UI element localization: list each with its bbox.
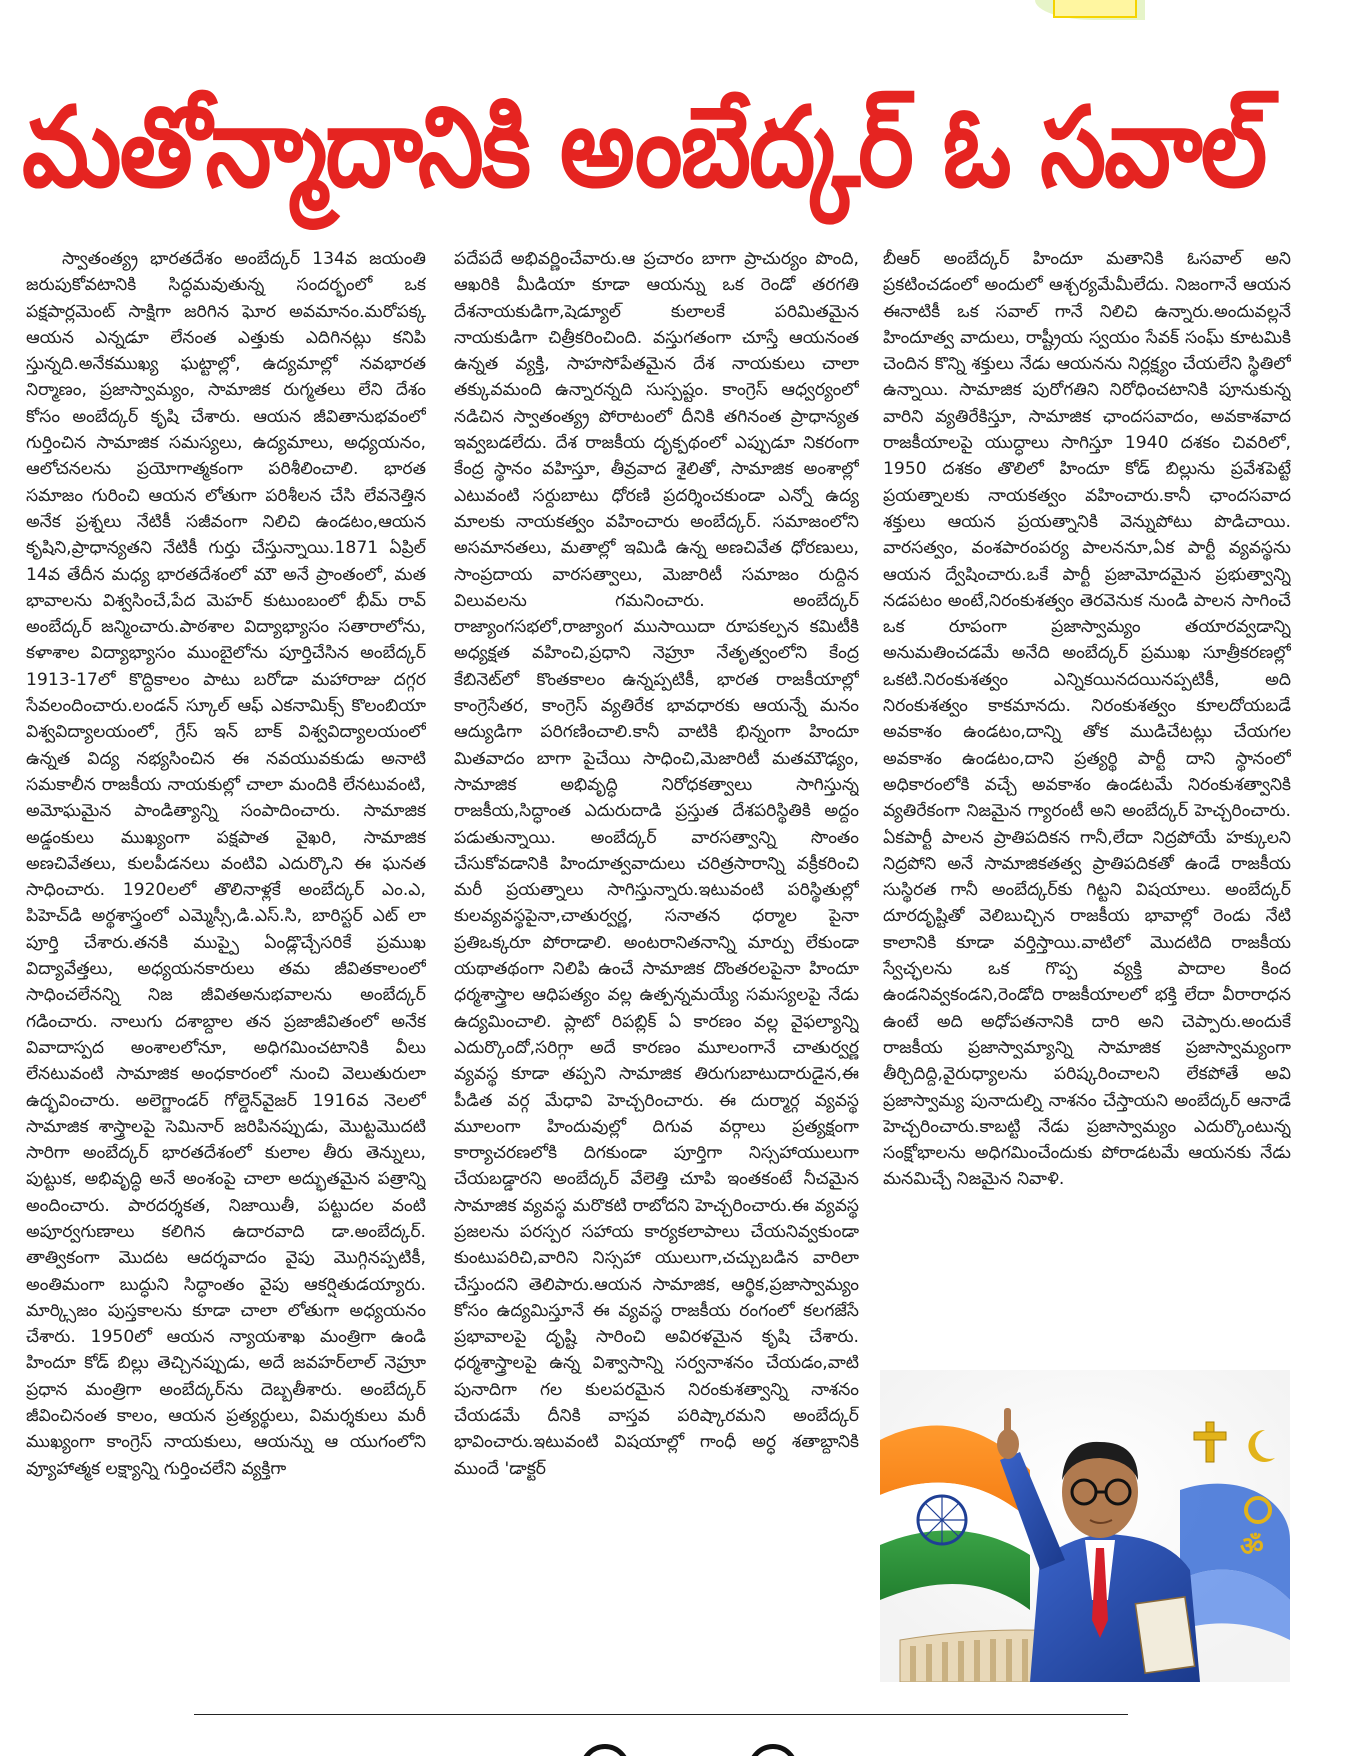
ambedkar-illustration (880, 1370, 1290, 1682)
next-page-fragment (0, 1738, 1355, 1756)
headline-text: మతోన్మాదానికి అంబేద్కర్ ఓ సవాల్ (22, 84, 1266, 214)
svg-text:ॐ: ॐ (1240, 1532, 1264, 1562)
partial-letter-icon (580, 1744, 630, 1756)
partial-letter-icon (748, 1744, 798, 1756)
article-column-1-text: స్వాతంత్య్ర భారతదేశం అంబేద్కర్ 134వ జయంతి జరుపుకోవటానికి సిద్ధమవుతున్న సందర్భంలో ఒక పక్షపార్లమెంట్ సాక్షిగా జరిగిన ఘోర అవమానం.మరోపక్క ఆయన ఎన్నడూ లేనంత ఎత్తుకు ఎదిగినట్లు కనిపి స్తున్నది.అనేకముఖ్య ఘట్టాల్లో, ఉద్యమాల్లో నవభారత నిర్మాణం, ప్రజాస్వామ్యం, సామాజిక రుగ్మతలు లేని దేశం కోసం అంబేద్కర్ కృషి చేశారు. ఆయన జీవితానుభవంలో గుర్తించిన సామాజిక సమస్యలు, ఉద్యమాలు, అధ్యయనం, ఆలోచనలను ప్రయోగాత్మకంగా పరిశీలించాలి. భారత సమాజం గురించి ఆయన లోతుగా పరిశీలన చేసి లేవనెత్తిన అనేక ప్రశ్నలు నేటికీ సజీవంగా నిలిచి ఉండటం,ఆయన కృషిని,ప్రాధాన్యతని నేటికీ గుర్తు చేస్తున్నాయి.1871 ఏప్రిల్ 14వ తేదీన మధ్య భారతదేశంలో మౌ అనే ప్రాంతంలో, మత భావాలను విశ్వసించే,పేద మెహర్ కుటుంబంలో భీమ్ రావ్ అంబేద్కర్ జన్మించారు.పాఠశాల విద్యాభ్యాసం సతారాలోను, కళాశాల విద్యాభ్యాసం ముంబైలోను పూర్తిచేసిన అంబేద్కర్ 1913-17లో కొద్దికాలం పాటు బరోడా మహారాజు దగ్గర సేవలందించారు.లండన్ స్కూల్ ఆఫ్ ఎకనామిక్స్ కొలంబియా విశ్వవిద్యాలయంలో, గ్రేస్ ఇన్ బాక్ విశ్వవిద్యాలయంలో ఉన్నత విద్య నభ్యసించిన ఈ నవయువకుడు అనాటి సమకాలీన రాజకీయ నాయకుల్లో చాలా మందికి లేనటువంటి, అమోఘమైన పాండిత్యాన్ని సంపాదించారు. సామాజిక అడ్డంకులు ముఖ్యంగా పక్షపాత వైఖరి, సామాజిక అణచివేతలు, కులపీడనలు వంటివి ఎదుర్కొని ఈ ఘనత సాధించారు. 1920లలో తొలినాళ్లకే అంబేద్కర్ ఎం.ఎ, పిహెచ్‌డి అర్థశాస్త్రంలో ఎమ్మెస్సీ,డి.ఎస్.సి, బారిస్టర్ ఎట్ లా పూర్తి చేశారు.తనకి ముప్పై ఏండ్లొచ్చేసరికే ప్రముఖ విద్యావేత్తలు, అధ్యయనకారులు తమ జీవితకాలంలో సాధించలేనన్ని నిజ జీవితఅనుభవాలను అంబేద్కర్ గడించారు. నాలుగు దశాబ్దాల తన ప్రజాజీవితంలో అనేక వివాదాస్పద అంశాలలోనూ, అధిగమించటానికి వీలు లేనటువంటి సామాజిక అంధకారంలో నుంచి వెలుతురులా ఉద్భవించారు. అలెగ్జాండర్ గోల్డెన్‌వైజర్ 1916వ నెలలో సామాజిక శాస్త్రాలపై సెమినార్ జరిపినప్పుడు, మొట్టమొదటి సారిగా అంబేద్కర్ భారతదేశంలో కులాల తీరు తెన్నులు, పుట్టుక, అభివృద్ధి అనే అంశంపై చాలా అద్భుతమైన పత్రాన్ని అందించారు. పారదర్శకత, నిజాయితీ, పట్టుదల వంటి అపూర్వగుణాలు కలిగిన ఉదారవాది డా.అంబేద్కర్. తాత్వికంగా మొదట ఆదర్శవాదం వైపు మొగ్గినప్పటికీ, అంతిమంగా బుద్ధుని సిద్ధాంతం వైపు ఆకర్షితుడయ్యారు. మార్క్సిజం పుస్తకాలను కూడా చాలా లోతుగా అధ్యయనం చేశారు. 1950లో ఆయన న్యాయశాఖ మంత్రిగా ఉండి హిందూ కోడ్ బిల్లు తెచ్చినప్పుడు, అదే జవహర్‌లాల్ నెహ్రూ ప్రధాన మంత్రిగా అంబేద్కర్‌ను దెబ్బతీశారు. అంబేద్కర్ జీవించినంత కాలం, ఆయన ప్రత్యర్థులు, విమర్శకులు మరీ ముఖ్యంగా కాంగ్రెస్ నాయకులు, ఆయన్ను ఆ యుగంలోని వ్యూహాత్మక లక్ష్యాన్ని గుర్తించలేని వ్యక్తిగా (26, 249, 426, 1479)
article-column-1 (26, 246, 426, 1686)
article-column-3-text: బీఆర్ అంబేద్కర్ హిందూ మతానికి ఓసవాల్ అని ప్రకటించడంలో అందులో ఆశ్చర్యమేమీలేదు. నిజంగానే ఆయన ఈనాటికీ ఒక సవాల్ గానే నిలిచి ఉన్నారు.అందువల్లనే హిందూత్వ వాదులు, రాష్ట్రీయ స్వయం సేవక్ సంఘ్ కూటమికి చెందిన కొన్ని శక్తులు నేడు ఆయనను నిర్లక్ష్యం చేయలేని స్థితిలో ఉన్నాయి. సామాజిక పురోగతిని నిరోధించటానికి పూనుకున్న వారిని వ్యతిరేకిస్తూ, సామాజిక ఛాందసవాదం, అవకాశవాద రాజకీయాలపై యుద్ధాలు సాగిస్తూ 1940 దశకం చివరిలో, 1950 దశకం తొలిలో హిందూ కోడ్ బిల్లును ప్రవేశపెట్టే ప్రయత్నాలకు నాయకత్వం వహించారు.కానీ ఛాందసవాద శక్తులు ఆయన ప్రయత్నానికి వెన్నుపోటు పొడిచాయి. వారసత్వం, వంశపారంపర్య పాలననూ,ఏక పార్టీ వ్యవస్థను ఆయన ద్వేషించారు.ఒకే పార్టీ ప్రజామోదమైన ప్రభుత్వాన్ని నడపటం అంటే,నిరంకుశత్వం తెరవెనుక నుండి పాలన సాగించే ఒక రూపంగా ప్రజాస్వామ్యం తయారవ్వడాన్ని అనుమతించడమే అనేది అంబేద్కర్ ప్రముఖ సూత్రీకరణల్లో ఒకటి.నిరంకుశత్వం ఎన్నికయినదయినప్పటికీ, అది నిరంకుశత్వం కాకమానదు. నిరంకుశత్వం కూలదోయబడే అవకాశం ఉండటం,దాన్ని తోక ముడిచేటట్లు చేయగల అవకాశం ఉండటం,దాని ప్రత్యర్థి పార్టీ దాని స్థానంలో అధికారంలోకి వచ్చే అవకాశం ఉండటమే నిరంకుశత్వానికి వ్యతిరేకంగా నిజమైన గ్యారంటీ అని అంబేద్కర్ హెచ్చరించారు. ఏకపార్టీ పాలన ప్రాతిపదికన గానీ,లేదా నిద్రపోయే హక్కులని నిద్రపోని అనే సామాజికతత్వ ప్రాతిపదికతో ఉండే రాజకీయ సుస్థిరత గానీ అంబేద్కర్‌కు గిట్టని విషయాలు. అంబేద్కర్ దూరదృష్టితో వెలిబుచ్చిన రాజకీయ భావాల్లో రెండు నేటి కాలానికి కూడా వర్తిస్తాయి.వాటిలో మొదటిది రాజకీయ స్వేచ్ఛలను ఒక గొప్ప వ్యక్తి పాదాల కింద ఉండనివ్వకండని,రెండోది రాజకీయాలలో భక్తి లేదా వీరారాధన ఉంటే అది అధోపతనానికి దారి అని చెప్పారు.అందుకే రాజకీయ ప్రజాస్వామ్యాన్ని సామాజిక ప్రజాస్వామ్యంగా తీర్చిదిద్ది,వైరుధ్యాలను పరిష్కరించాలని లేకపోతే అవి ప్రజాస్వామ్య పునాదుల్ని నాశనం చేస్తాయని అంబేద్కర్ ఆనాడే హెచ్చరించారు.కాబట్టి నేడు ప్రజాస్వామ్యం ఎదుర్కొంటున్న సంక్షోభాలను అధిగమించేందుకు పోరాడటమే ఆయనకు నేడు మనమిచ్చే నిజమైన నివాళి. (883, 249, 1291, 1190)
article-column-2 (454, 246, 859, 1686)
corner-box (1053, 0, 1137, 18)
footer-divider (194, 1714, 1128, 1715)
ambedkar-portrait-icon (880, 1370, 1290, 1682)
article-column-2-text: పదేపదే అభివర్ణించేవారు.ఆ ప్రచారం బాగా ప్రాచుర్యం పొంది, ఆఖరికి మీడియా కూడా ఆయన్ను ఒక రెండో తరగతి దేశనాయకుడిగా,షెడ్యూల్ కులాలకే పరిమితమైన నాయకుడిగా చిత్రీకరించింది. వస్తుగతంగా చూస్తే ఆయనంత ఉన్నత వ్యక్తి, సాహసోపేతమైన దేశ నాయకులు చాలా తక్కువమంది ఉన్నారన్నది సుస్పష్టం. కాంగ్రెస్ ఆధ్వర్యంలో నడిచిన స్వాతంత్య్ర పోరాటంలో దీనికి తగినంత ప్రాధాన్యత ఇవ్వబడలేదు. దేశ రాజకీయ దృక్పథంలో ఎప్పుడూ నికరంగా కేంద్ర స్థానం వహిస్తూ, తీవ్రవాద శైలితో, సామాజిక అంశాల్లో ఎటువంటి సర్దుబాటు ధోరణి ప్రదర్శించకుండా ఎన్నో ఉద్య మాలకు నాయకత్వం వహించారు అంబేద్కర్. సమాజంలోని అసమానతలు, మతాల్లో ఇమిడి ఉన్న అణచివేత ధోరణులు, సాంప్రదాయ వారసత్వాలు, మెజారిటీ సమాజం రుద్దిన విలువలను గమనించారు. అంబేద్కర్ రాజ్యాంగసభలో,రాజ్యాంగ ముసాయిదా రూపకల్పన కమిటీకి అధ్యక్షత వహించి,ప్రధాని నెహ్రూ నేతృత్వంలోని కేంద్ర కేబినెట్‌లో కొంతకాలం ఉన్నప్పటికీ, భారత రాజకీయాల్లో కాంగ్రెసేతర, కాంగ్రెస్ వ్యతిరేక భావధారకు ఆయన్నే మనం ఆద్యుడిగా పరిగణించాలి.కానీ వాటికి భిన్నంగా హిందూ మితవాదం బాగా పైచేయి సాధించి,మెజారిటీ మతమౌఢ్యం, సామాజిక అభివృద్ధి నిరోధకత్వాలు సాగిస్తున్న రాజకీయ,సిద్ధాంత ఎదురుదాడి ప్రస్తుత దేశపరిస్థితికి అద్దం పడుతున్నాయి. అంబేద్కర్ వారసత్వాన్ని సొంతం చేసుకోవడానికి హిందూత్వవాదులు చరిత్రసారాన్ని వక్రీకరించి మరీ ప్రయత్నాలు సాగిస్తున్నారు.ఇటువంటి పరిస్థితుల్లో కులవ్యవస్థపైనా,చాతుర్వర్ణ, సనాతన ధర్మాల పైనా ప్రతిఒక్కరూ పోరాడాలి. అంటరానితనాన్ని మార్పు లేకుండా యథాతథంగా నిలిపి ఉంచే సామాజిక దొంతరలపైనా హిందూ ధర్మశాస్త్రాల ఆధిపత్యం వల్ల ఉత్పన్నమయ్యే సమస్యలపై నేడు ఉద్యమించాలి. ప్లాటో రిపబ్లిక్ ఏ కారణం వల్ల వైఫల్యాన్ని ఎదుర్కొందో,సరిగ్గా అదే కారణం మూలంగానే చాతుర్వర్ణ వ్యవస్థ కూడా తప్పని సామాజిక తిరుగుబాటుదారుడైన,ఈ పీడిత వర్గ మేధావి హెచ్చరించారు. ఈ దుర్మార్గ వ్యవస్థ మూలంగా హిందువుల్లో దిగువ వర్గాలు ప్రత్యక్షంగా కార్యాచరణలోకి దిగకుండా పూర్తిగా నిస్సహాయులుగా చేయబడ్డారని అంబేద్కర్ వేలెత్తి చూపి ఇంతకంటే నీచమైన సామాజిక వ్యవస్థ మరొకటి రాబోదని హెచ్చరించారు.ఈ వ్యవస్థ ప్రజలను పరస్పర సహాయ కార్యకలాపాలు చేయనివ్వకుండా కుంటుపరిచి,వారిని నిస్సహా యులుగా,చచ్చుబడిన వారిలా చేస్తుందని తెలిపారు.ఆయన సామాజిక, ఆర్థిక,ప్రజాస్వామ్యం కోసం ఉద్యమిస్తూనే ఈ వ్యవస్థ రాజకీయ రంగంలో కలగజేసే ప్రభావాలపై దృష్టి సారించి అవిరళమైన కృషి చేశారు. ధర్మశాస్త్రాలపై ఉన్న విశ్వాసాన్ని సర్వనాశనం చేయడం,వాటి పునాదిగా గల కులపరమైన నిరంకుశత్వాన్ని నాశనం చేయడమే దీనికి వాస్తవ పరిష్కారమని అంబేద్కర్ భావించారు.ఇటువంటి విషయాల్లో గాంధీ అర్ధ శతాబ్దానికి ముందే 'డాక్టర్ (454, 249, 859, 1479)
article-column-3 (883, 246, 1291, 1356)
headline (22, 59, 1282, 239)
